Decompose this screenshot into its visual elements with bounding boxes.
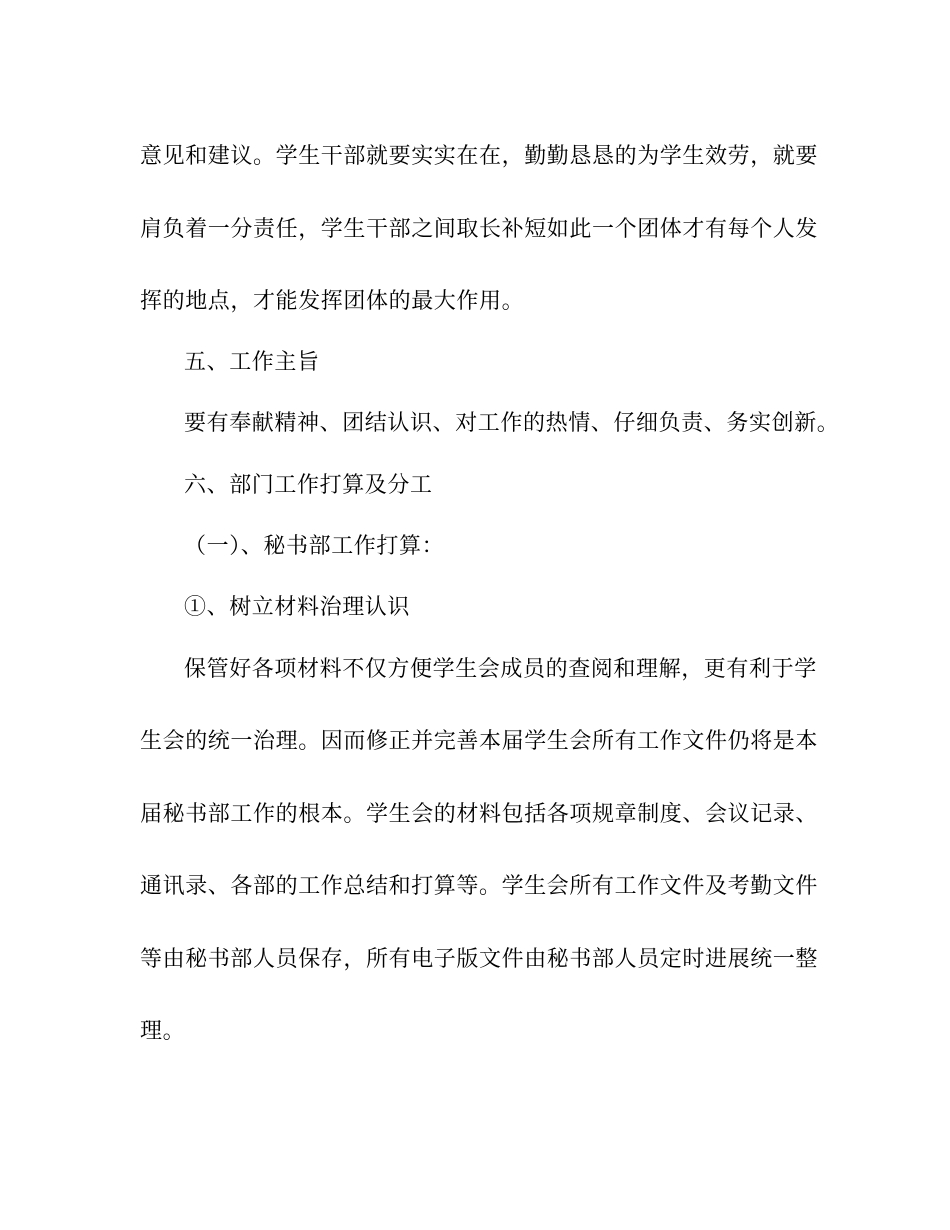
paragraph-line: 肩负着一分责任，学生干部之间取长补短如此一个团体才有每个人发 (140, 217, 819, 242)
paragraph-line: 挥的地点，才能发挥团体的最大作用。 (140, 289, 525, 314)
paragraph-line: 理。 (140, 1019, 186, 1044)
paragraph-line: 意见和建议。学生干部就要实实在在，勤勤恳恳的为学生效劳，就要 (140, 144, 819, 169)
paragraph-line: 等由秘书部人员保存，所有电子版文件由秘书部人员定时进展统一整 (140, 947, 819, 972)
paragraph-line: 要有奉献精神、团结认识、对工作的热情、仔细负责、务实创新。 (184, 411, 840, 436)
section-heading: 六、部门工作打算及分工 (184, 473, 433, 498)
paragraph-line: 届秘书部工作的根本。学生会的材料包括各项规章制度、会议记录、 (140, 802, 819, 827)
item-heading: ①、树立材料治理认识 (184, 595, 411, 620)
paragraph-line: 生会的统一治理。因而修正并完善本届学生会所有工作文件仍将是本 (140, 729, 819, 754)
subsection-heading: （一）、秘书部工作打算： (184, 534, 445, 559)
paragraph-line: 通讯录、各部的工作总结和打算等。学生会所有工作文件及考勤文件 (140, 874, 819, 899)
section-heading: 五、工作主旨 (184, 350, 320, 375)
paragraph-line: 保管好各项材料不仅方便学生会成员的查阅和理解，更有利于学 (184, 657, 817, 682)
